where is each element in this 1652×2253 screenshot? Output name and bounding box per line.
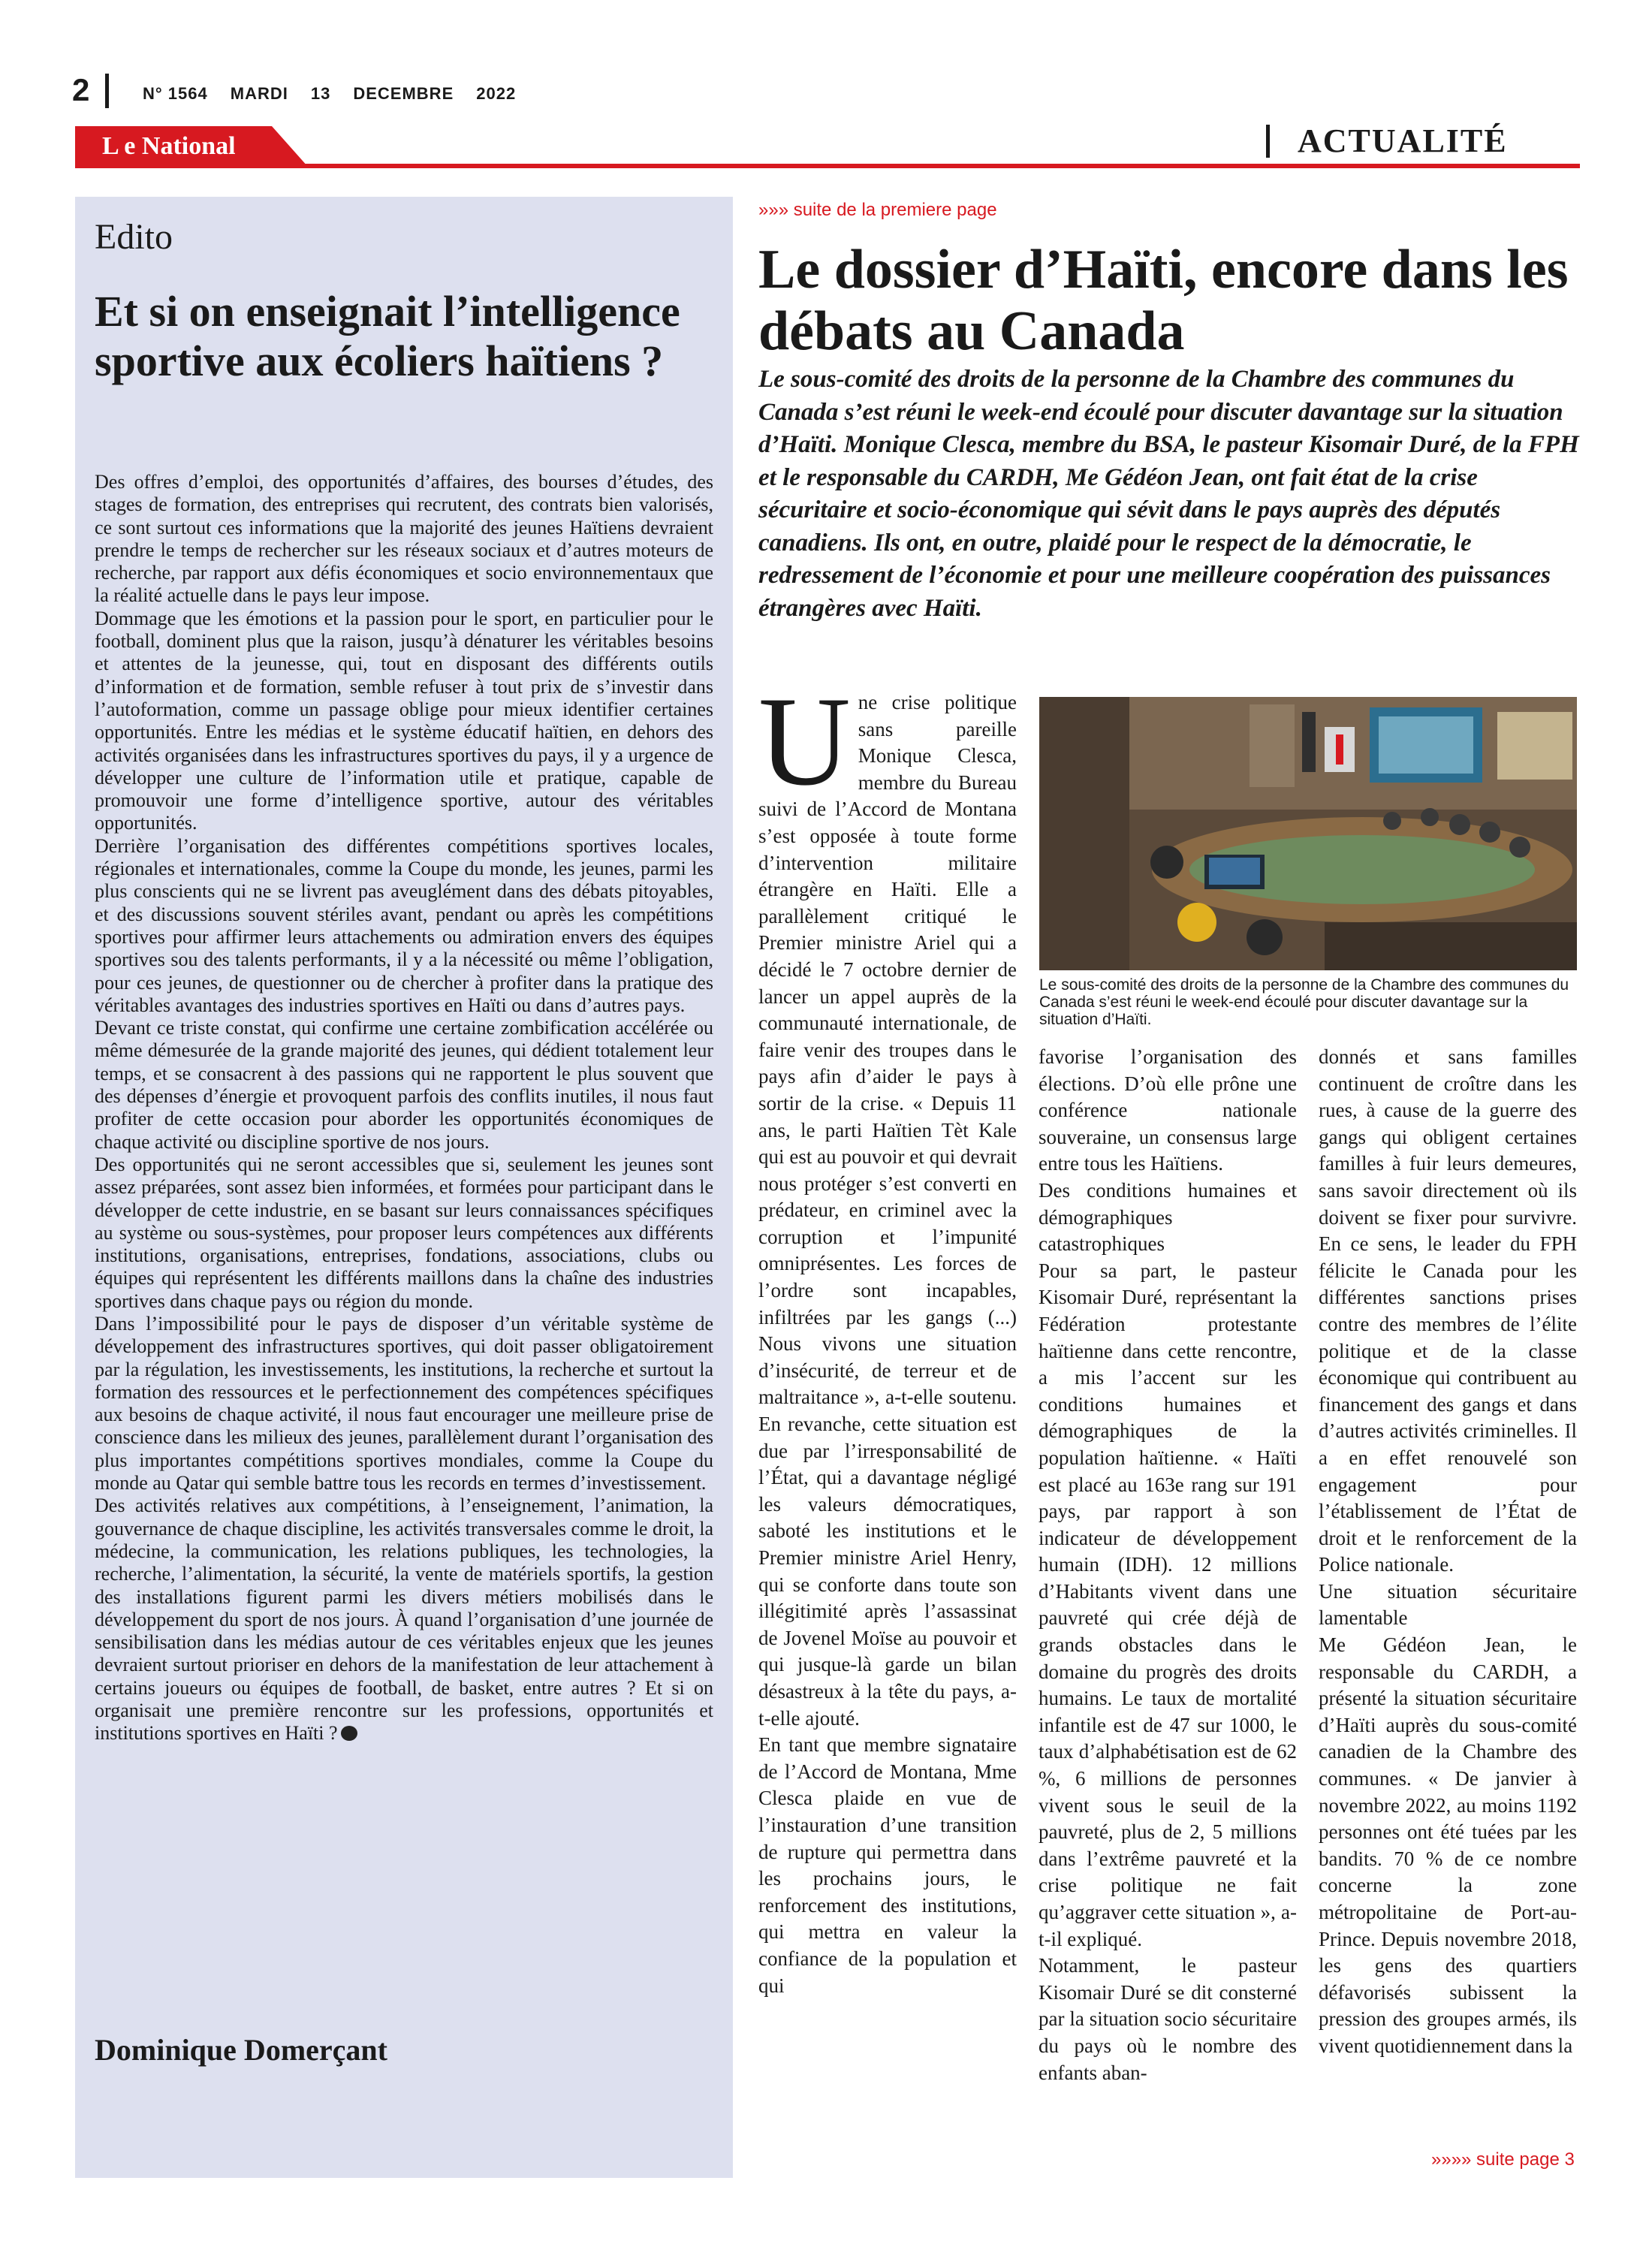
header-rule [75, 164, 1580, 168]
photo-caption: Le sous-comité des droits de la personne de la Chambre des communes du Canada s’est réuni le week-end écoulé pour discuter davantage sur la situation d’Haïti. [1039, 976, 1569, 1028]
article-paragraph: Notamment, le pasteur Kisomair Duré se dit consterné par la situation socio sécuritaire du pays où le nombre des enfants aban- [1039, 1954, 1297, 2084]
committee-photo [1039, 697, 1577, 970]
article-subheading: Une situation sécuritaire lamentable [1319, 1579, 1577, 1630]
article-paragraph [758, 671, 1017, 1732]
issue-year: 2022 [476, 84, 517, 103]
issue-day: 13 [310, 84, 331, 103]
continued-to: »»»» suite page 3 [1431, 2149, 1575, 2170]
section-divider [1266, 125, 1270, 158]
edito-paragraph: Dans l’impossibilité pour le pays de disposer d’un véritable système de développement des infrastructures sportives, qui doit passer obligatoirement par la régulation, les investissements, les institutions, la recherche et surtout la formation des ressources et le perfectionnement des compétences spécifiques aux besoins de chaque activité, il nous faut encourager une meilleure prise de conscience dans les milieux des jeunes, parallèlement durant l’organisation des plus importantes compétitions sportives mondiales, comme la Coupe du monde au Qatar qui semble battre tous les records en termes d’investissement. [95, 1312, 713, 1494]
edito-body [95, 471, 713, 1745]
edito-kicker: Edito [95, 217, 173, 257]
edito-paragraph: Dommage que les émotions et la passion pour le sport, en particulier pour le football, dominent plus que la raison, jusqu’à dénaturer les véritables besoins et attentes de la jeunesse, qui, tout en disposant des différents outils d’information et de formation, semble refuser à tout prix de s’investir dans l’autoformation, comme un passage oblige pour mieux identifier certaines opportunités. Entre les médias et le système éducatif haïtien, en dehors des activités organisées dans les infrastructures sportives du pays, il y a urgence de développer une culture de l’information utile et pratique, capable de promouvoir une forme d’intelligence sportive, autour des véritables opportunités. [95, 607, 713, 834]
article-column-1 [758, 671, 1017, 1999]
edito-paragraph-text: Des activités relatives aux compétitions, à l’enseignement, l’animation, la gouvernance de chaque discipline, les activités transversales comme le droit, la médecine, la communication, les relations publiques, les technologies, la recherche, l’alimentation, la sécurité, la vente de matériels sportifs, la gestion des installations figurent parmi les divers métiers mobilisés dans le développement du sport de nos jours. À quand l’organisation d’une journée de sensibilisation dans les médias autour de ces véritables enjeux que les jeunes devraient surtout prioriser en dehors de la manifestation de leur attachement à certains joueurs ou équipes de football, de basket, entre autres ? Et si on organisait une première rencontre sur les professions, opportunités et institutions sportives en Haïti ? [95, 1494, 713, 1745]
article-column-3 [1319, 1044, 1577, 2060]
edito-paragraph: Devant ce triste constat, qui confirme une certaine zombification accélérée ou même démesurée de la grande majorité des jeunes, qui dédient totalement leur temps, et se consacrent à des passions qui ne rapportent le plus souvent que des dépenses d’énergie et provoquent parfois des conflits inutiles, il nous faut profiter de cette occasion pour aborder les opportunités économiques de chaque activité ou discipline sportive de nos jours. [95, 1017, 713, 1153]
end-mark-icon [341, 1726, 357, 1741]
edito-author: Dominique Domerçant [95, 2033, 387, 2067]
article-paragraph: Me Gédéon Jean, le responsable du CARDH, a présenté la situation sécuritaire d’Haïti auprès du sous-comité canadien de la Chambre des communes. « De janvier à novembre 2022, au moins 1192 personnes ont été tuées par les bandits. 70 % de ce nombre concerne la zone métropolitaine de Port-au-Prince. Depuis novembre 2018, les gens des quartiers défavorisés subissent la pression des groupes armés, ils vivent quotidiennement dans la [1319, 1633, 1577, 2057]
article-headline: Le dossier d’Haïti, encore dans les débats au Canada [758, 239, 1569, 362]
edito-title: Et si on enseignait l’intelligence sportive aux écoliers haïtiens ? [95, 287, 680, 385]
page-number-divider [105, 74, 109, 108]
drop-cap: U [758, 671, 851, 812]
article-paragraph: Pour sa part, le pasteur Kisomair Duré, représentant la Fédération protestante haïtienne dans cette rencontre, a mis l’accent sur les conditions humaines et démographiques de la population haïtienne. « Haïti est placé au 163e rang sur 191 pays, par rapport à son indicateur de développement humain (IDH). 12 millions d’Habitants vivent dans une pauvreté qui crée déjà de grands obstacles dans le domaine du progrès des droits humains. Le taux de mortalité infantile est de 47 sur 1000, le taux d’alphabétisation est de 62 %, 6 millions de personnes vivent sous le seuil de la pauvreté, plus de 2, 5 millions dans l’extrême pauvreté et la crise politique ne fait qu’aggraver cette situation », a-t-il expliqué. [1039, 1259, 1297, 1950]
article-paragraph: donnés et sans familles continuent de croître dans les rues, à cause de la guerre des gangs qui obligent certaines familles à fuir leurs demeures, sans savoir directement où ils doivent se fixer pour survivre. En ce sens, le leader du FPH félicite le Canada pour les différentes sanctions prises contre des membres de l’élite politique et de la classe économique qui contribuent au financement des gangs et dans d’autres activités criminelles. Il a en effet renouvelé son engagement pour l’établissement de l’État de droit et le renforcement de la Police nationale. [1319, 1045, 1577, 1576]
continued-from: »»» suite de la premiere page [758, 200, 997, 220]
issue-line [143, 84, 538, 104]
article-paragraph-text: ne crise politique sans pareille Monique Clesca, membre du Bureau suivi de l’Accord de Montana s’est opposée à toute forme d’intervention militaire étrangère en Haïti. Elle a parallèlement critiqué le Premier ministre Ariel qui a décidé le 7 octobre dernier de lancer un appel auprès de la communauté internationale, de faire venir des troupes dans le pays afin d’aider le pays à sortir de la crise. « Depuis 11 ans, le parti Haïtien Tèt Kale qui est au pouvoir et qui devrait nous protéger s’est converti en prédateur, en criminel avec la corruption et l’impunité omniprésentes. Les forces de l’ordre sont incapables, infiltrées par les gangs (...) Nous vivons une situation d’insécurité, de terreur et de maltraitance », a-t-elle soutenu. En revanche, cette situation est due par l’irresponsabilité de l’État, qui a davantage négligé les valeurs démocratiques, saboté les institutions et le Premier ministre Ariel Henry, qui se conforte dans toute son illégitimité après l’assassinat de Jovenel Moïse au pouvoir et qui jusque-là garde un bilan désastreux à la tête du pays, a-t-elle ajouté. [758, 691, 1017, 1730]
brand-label: L e National [102, 132, 236, 160]
issue-weekday: MARDI [230, 84, 288, 103]
issue-number: N° 1564 [143, 84, 208, 103]
issue-month: DECEMBRE [353, 84, 454, 103]
edito-paragraph-last [95, 1494, 713, 1745]
page-number: 2 [72, 72, 90, 107]
article-subheading: Des conditions humaines et démographiques catastrophiques [1039, 1178, 1297, 1256]
edito-paragraph: Derrière l’organisation des différentes compétitions sportives locales, régionales et internationales, comme la Coupe du monde, les jeunes, parmi les plus conscients qui ne se livrent pas aveuglément dans des débats pitoyables, et des discussions souvent stériles avant, pendant ou après les compétitions sportives pour affirmer leurs attachements ou admiration envers des équipes sportives sou des talents performants, il y a la nécessité ou même l’obligation, pour ces jeunes, de questionner ou de chercher à profiter dans la pratique des véritables avantages des industries sportives en Haïti ou dans d’autres pays. [95, 834, 713, 1016]
article-paragraph: En tant que membre signataire de l’Accord de Montana, Mme Clesca plaide en vue de l’instauration d’une transition de rupture qui permettra dans les prochains jours, le renforcement des institutions, qui mettra en valeur la confiance de la population et qui [758, 1733, 1017, 1997]
section-title: ACTUALITÉ [1298, 122, 1508, 159]
article-paragraph: favorise l’organisation des élections. D’où elle prône une conférence nationale souveraine, un consensus large entre tous les Haïtiens. [1039, 1045, 1297, 1175]
article-standfirst: Le sous-comité des droits de la personne de la Chambre des communes du Canada s’est réuni le week-end écoulé pour discuter davantage sur la situation d’Haïti. Monique Clesca, membre du BSA, le pasteur Kisomair Duré, de la FPH et le responsable du CARDH, Me Gédéon Jean, ont fait état de la crise sécuritaire et socio-économique qui sévit dans le pays auprès des députés canadiens. Ils ont, en outre, plaidé pour le respect de la démocratie, le redressement de l’économie et pour une meilleure coopération des puissances étrangères avec Haïti. [758, 366, 1579, 622]
edito-paragraph: Des opportunités qui ne seront accessibles que si, seulement les jeunes sont assez préparées, sont assez bien informées, et formées pour participant dans le développer de cette industrie, en se basant sur leurs connaissances spécifiques au système ou sous-systèmes, pour proposer leurs compétences aux différents institutions, organisations, entreprises, fondations, associations, clubs ou équipes qui représentent les différents maillons dans la chaîne des industries sportives dans chaque pays ou région du monde. [95, 1153, 713, 1312]
article-column-2 [1039, 1044, 1297, 2086]
edito-paragraph: Des offres d’emploi, des opportunités d’affaires, des bourses d’études, des stages de formation, des entreprises qui recrutent, des contrats bien valorisés, ce sont surtout ces informations que la majorité des jeunes Haïtiens devraient prendre le temps de rechercher sur les réseaux sociaux et d’autres moteurs de recherche, par rapport aux défis économiques et socio environnementaux que la réalité actuelle dans le pays leur impose. [95, 471, 713, 607]
